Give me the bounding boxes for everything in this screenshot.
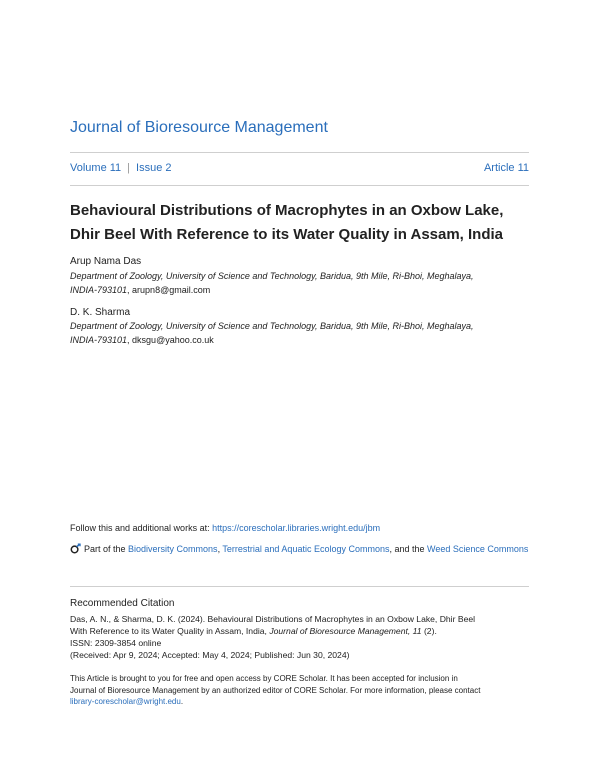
author-affiliation [70, 319, 529, 347]
author-email: , arupn8@gmail.com [127, 285, 211, 295]
journal-title-link[interactable]: Journal of Bioresource Management [70, 119, 328, 136]
part-of-line [70, 541, 529, 558]
citation-title-end: With Reference to its Water Quality in Assam, India, [70, 626, 270, 636]
recommended-citation-heading: Recommended Citation [70, 598, 175, 609]
notice-line2: Journal of Bioresource Management by an authorized editor of CORE Scholar. For more information, please contact [70, 685, 481, 695]
volume-link[interactable]: Volume 11 [70, 162, 122, 174]
author-name: D. K. Sharma [70, 307, 131, 318]
top-divider [70, 152, 529, 153]
citation-divider [70, 586, 529, 587]
biodiversity-commons-link[interactable]: Biodiversity Commons [128, 544, 218, 554]
citation-line2 [70, 625, 529, 637]
notice-end: . [180, 697, 184, 706]
ecology-commons-link[interactable]: Terrestrial and Aquatic Ecology Commons [222, 544, 390, 554]
issue-divider [70, 185, 529, 186]
author-name: Arup Nama Das [70, 256, 142, 267]
notice-line1: This Article is brought to you for free and open access by CORE Scholar. It has been accepted for inclusion in [70, 674, 458, 683]
citation-issn: ISSN: 2309-3854 online [70, 638, 162, 648]
affiliation-line1: Department of Zoology, University of Science and Technology, Baridua, 9th Mile, Ri-Bhoi, Meghalaya, [70, 321, 474, 331]
issue-row [70, 162, 529, 174]
affiliation-line1: Department of Zoology, University of Science and Technology, Baridua, 9th Mile, Ri-Bhoi, Meghalaya, [70, 271, 474, 281]
affiliation-line2: INDIA-793101 [70, 335, 128, 345]
article-link[interactable]: Article 11 [483, 162, 529, 174]
issue-separator: | [127, 162, 131, 174]
follow-line [70, 523, 529, 533]
access-notice [70, 673, 529, 708]
repository-link[interactable]: https://corescholar.libraries.wright.edu/jbm [212, 523, 381, 533]
citation-line1: Das, A. N., & Sharma, D. K. (2024). Behavioural Distributions of Macrophytes in an Oxbow Lake, Dhir Beel [70, 614, 476, 624]
author-email: , dksgu@yahoo.co.uk [127, 335, 214, 345]
citation-issue: (2). [421, 626, 437, 636]
issue-link[interactable]: Issue 2 [136, 162, 172, 174]
notice-line3 [70, 696, 529, 708]
part-of-prefix: Part of the [84, 544, 129, 554]
article-title: Behavioural Distributions of Macrophytes in an Oxbow Lake, Dhir Beel With Reference to its Water Quality in Assam, India [70, 202, 504, 243]
contact-email-link[interactable]: library-corescholar@wright.edu [70, 697, 181, 706]
citation-dates: (Received: Apr 9, 2024; Accepted: May 4, 2024; Published: Jun 30, 2024) [70, 650, 350, 660]
affiliation-line2: INDIA-793101 [70, 285, 128, 295]
citation-block [70, 613, 529, 661]
weed-science-commons-link[interactable]: Weed Science Commons [427, 544, 529, 554]
author-affiliation [70, 269, 529, 297]
separator: , and the [389, 544, 428, 554]
citation-journal: Journal of Bioresource Management, 11 [269, 626, 422, 636]
open-access-icon [70, 543, 81, 554]
follow-prefix: Follow this and additional works at: [70, 523, 213, 533]
separator: , [217, 544, 223, 554]
